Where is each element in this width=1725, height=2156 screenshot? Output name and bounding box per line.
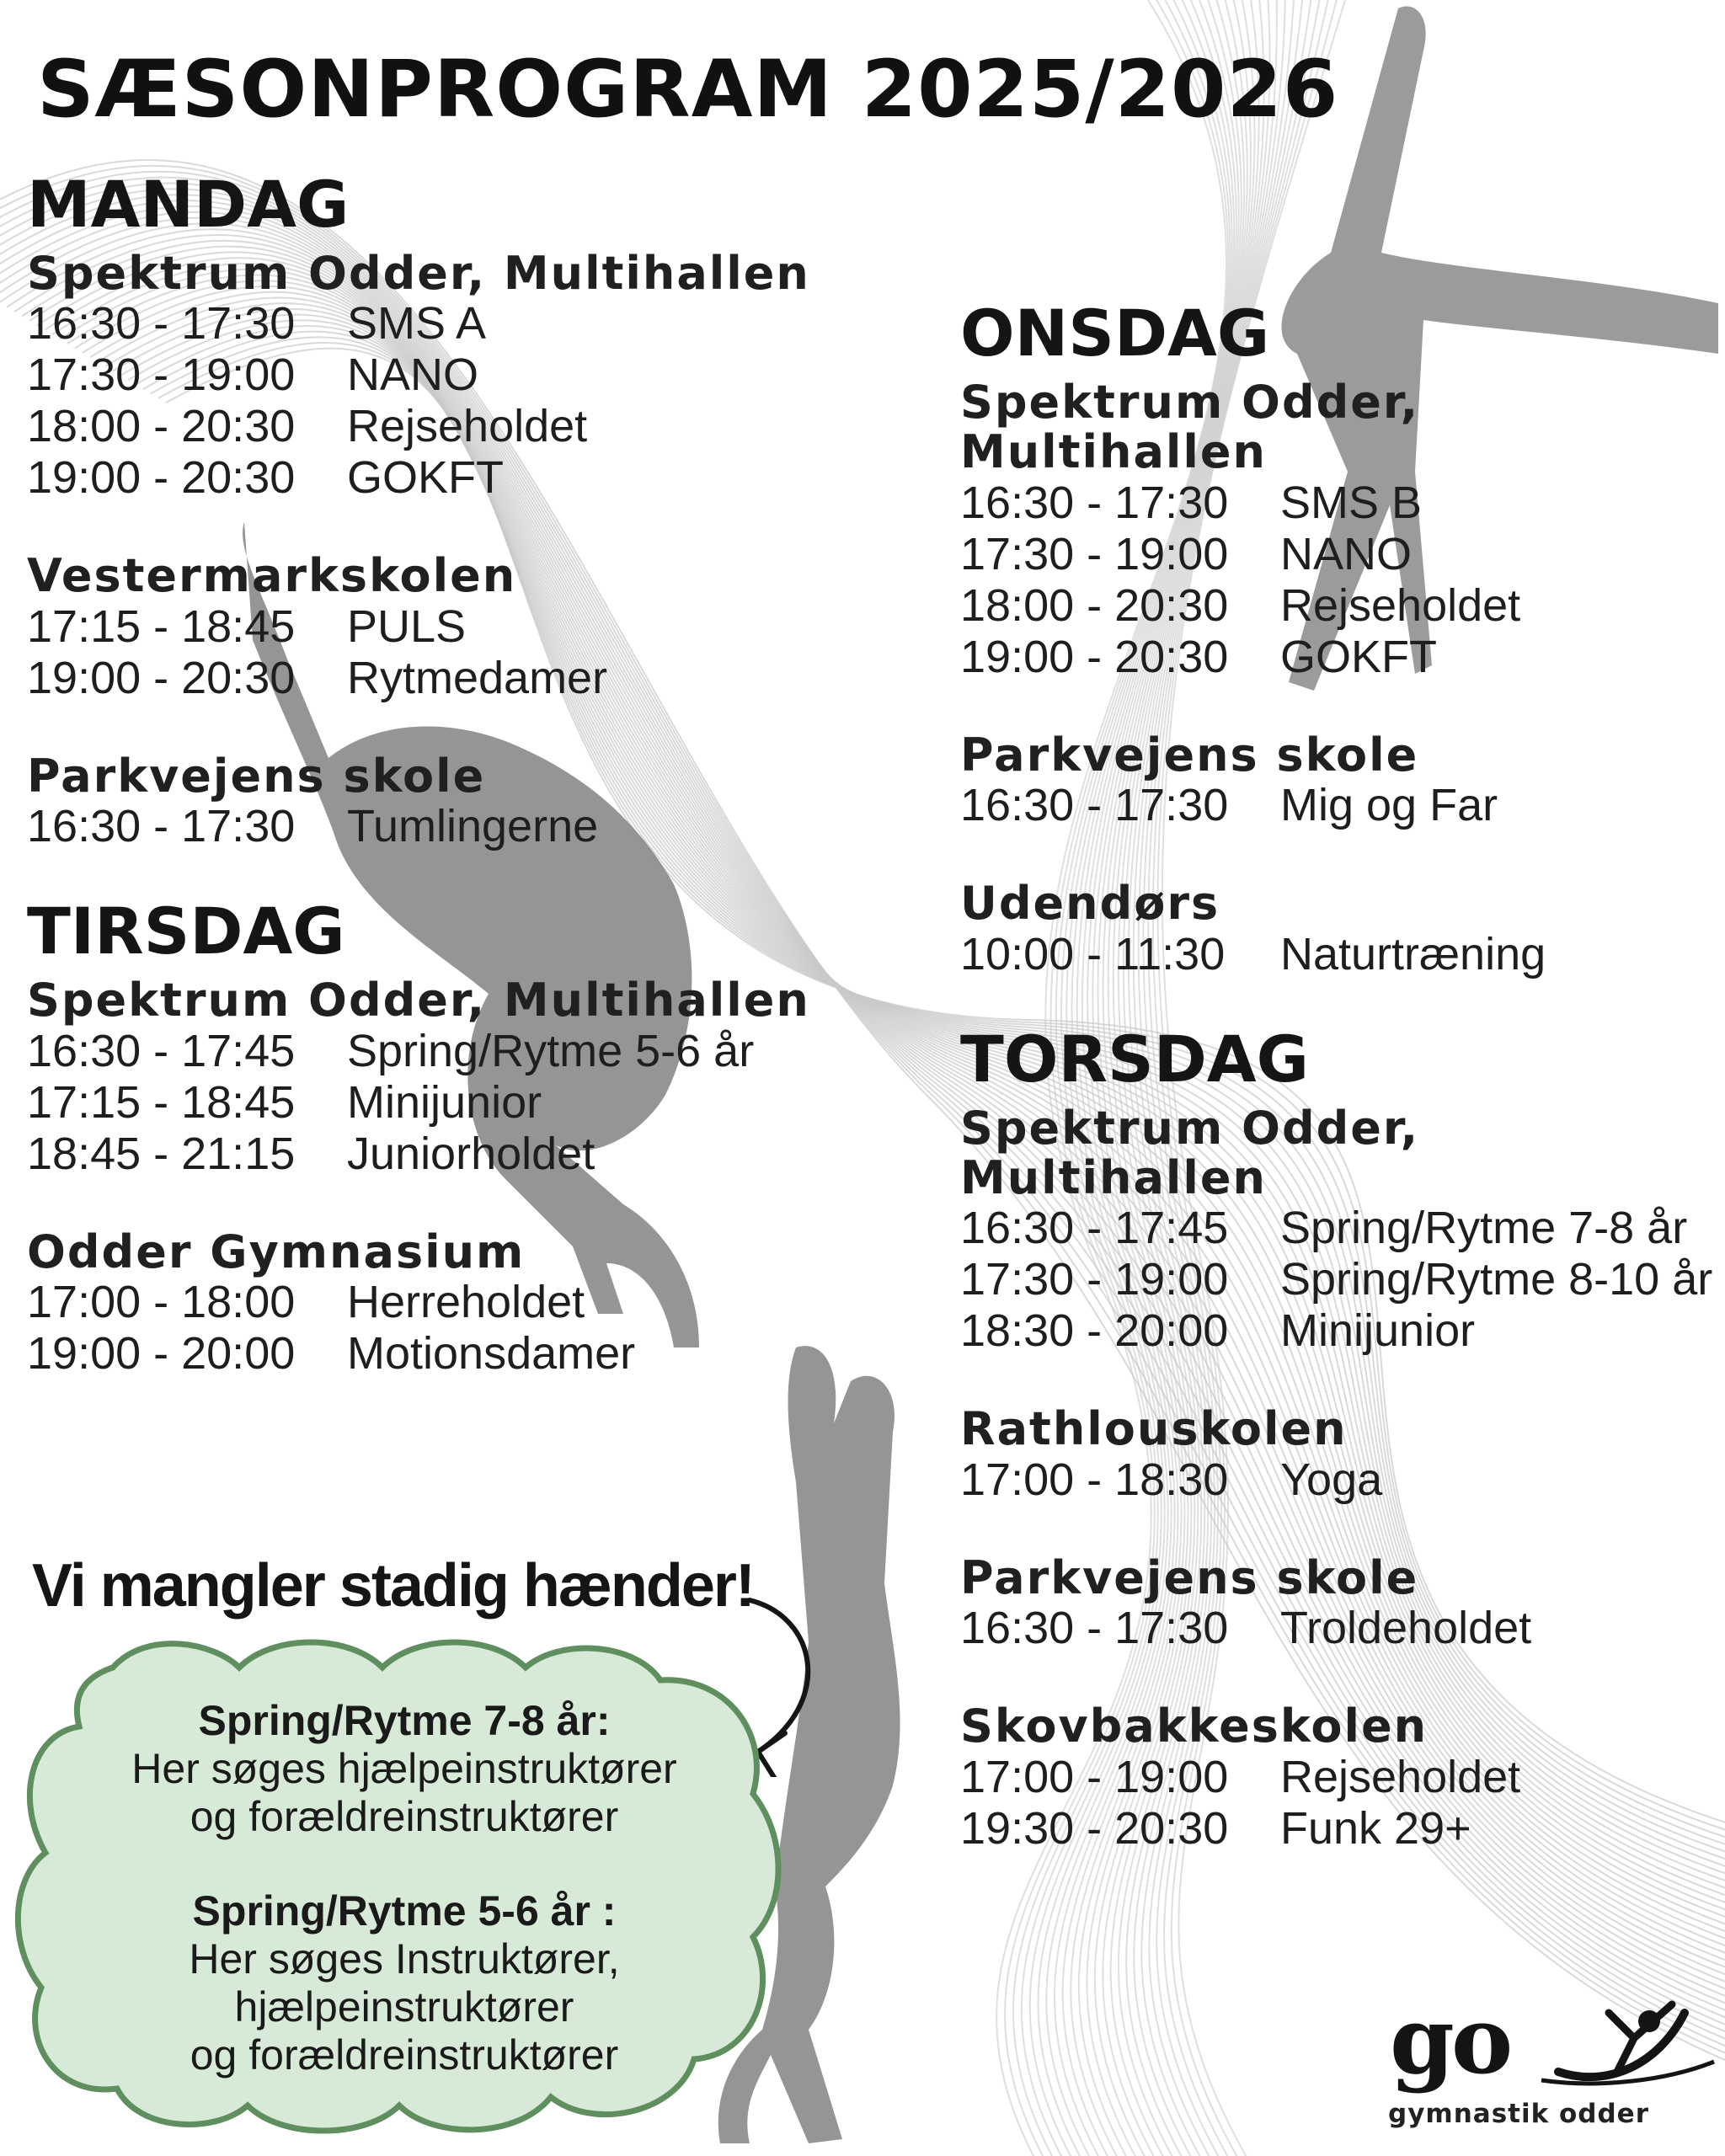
venue-name: Parkvejens skole <box>960 728 1419 782</box>
session-team: Rejseholdet <box>1280 1751 1521 1802</box>
venue-name: Parkvejens skole <box>960 1550 1419 1604</box>
session-row <box>27 1129 836 1180</box>
session-row <box>960 632 1718 683</box>
session-row <box>960 1305 1718 1357</box>
venue-block <box>27 975 836 1179</box>
session-team: Rytmedamer <box>347 652 608 703</box>
session-team: Mig og Far <box>1280 780 1498 831</box>
session-time: 17:30 - 19:00 <box>27 350 296 401</box>
venue-name: Spektrum Odder, Multihallen <box>960 376 1420 479</box>
session-team: SMS A <box>347 298 487 350</box>
left-column <box>27 167 836 1427</box>
logo-mark: go <box>1390 1986 1510 2095</box>
session-team: Troldeholdet <box>1280 1603 1532 1654</box>
session-time: 17:00 - 18:30 <box>960 1454 1229 1505</box>
venue-name: Spektrum Odder, Multihallen <box>27 974 810 1027</box>
session-time: 16:30 - 17:30 <box>960 477 1229 528</box>
session-team: Yoga <box>1280 1454 1383 1505</box>
venue-name: Spektrum Odder, Multihallen <box>960 1101 1420 1204</box>
session-time: 16:30 - 17:30 <box>960 780 1229 831</box>
session-row <box>960 1803 1718 1854</box>
venue-block <box>960 878 1718 979</box>
venue-block <box>960 730 1718 831</box>
need-line: og forældreinstruktører <box>190 1793 619 1840</box>
session-time: 17:30 - 19:00 <box>960 528 1229 579</box>
session-time: 19:00 - 20:30 <box>27 452 296 504</box>
session-time: 16:30 - 17:30 <box>27 298 296 350</box>
callout-heading: Vi mangler stadig hænder! <box>32 1552 754 1620</box>
session-team: Tumlingerne <box>347 801 599 852</box>
session-team: Minijunior <box>347 1076 542 1128</box>
session-time: 17:30 - 19:00 <box>960 1254 1229 1305</box>
venue-block <box>27 551 836 703</box>
need-item <box>51 1697 758 1841</box>
need-item <box>51 1887 758 2079</box>
session-row <box>960 1203 1718 1254</box>
session-time: 18:45 - 21:15 <box>27 1128 296 1179</box>
session-row <box>960 1454 1718 1506</box>
need-title: Spring/Rytme 7-8 år: <box>198 1697 611 1744</box>
session-row <box>27 452 836 504</box>
callout-body <box>51 1697 758 2126</box>
session-row <box>960 1752 1718 1803</box>
session-row <box>27 653 836 704</box>
venue-block <box>960 377 1718 683</box>
session-time: 10:00 - 11:30 <box>960 928 1226 979</box>
session-row <box>960 478 1718 529</box>
session-time: 19:30 - 20:30 <box>960 1802 1229 1854</box>
day-thursday <box>960 1021 1718 1854</box>
day-heading: MANDAG <box>27 167 350 242</box>
venue-block <box>960 1701 1718 1854</box>
session-row <box>27 801 836 852</box>
venue-name: Parkvejens skole <box>27 749 486 803</box>
need-line: Her søges hjælpeinstruktører <box>131 1745 677 1792</box>
session-team: Spring/Rytme 7-8 år <box>1280 1203 1688 1254</box>
session-team: PULS <box>347 600 467 652</box>
venue-block <box>27 751 836 852</box>
session-time: 18:30 - 20:00 <box>960 1305 1229 1357</box>
club-logo <box>1381 1962 1718 2148</box>
session-team: Herreholdet <box>347 1276 585 1327</box>
session-time: 17:00 - 19:00 <box>960 1751 1229 1802</box>
venue-name: Skovbakkeskolen <box>960 1700 1429 1753</box>
need-line: og forældreinstruktører <box>190 2031 619 2079</box>
venue-name: Odder Gymnasium <box>27 1225 526 1278</box>
session-row <box>27 350 836 401</box>
session-time: 18:00 - 20:30 <box>960 579 1229 631</box>
session-row <box>960 1603 1718 1654</box>
day-heading: TORSDAG <box>960 1021 1309 1097</box>
need-title: Spring/Rytme 5-6 år : <box>192 1887 617 1935</box>
session-time: 18:00 - 20:30 <box>27 401 296 452</box>
session-time: 17:15 - 18:45 <box>27 1076 296 1128</box>
day-heading: ONSDAG <box>960 296 1270 371</box>
need-line: hjælpeinstruktører <box>234 1983 574 2031</box>
venue-name: Vestermarkskolen <box>27 549 517 603</box>
day-tuesday <box>27 894 836 1380</box>
venue-block <box>27 1227 836 1380</box>
session-time: 16:30 - 17:45 <box>960 1203 1229 1254</box>
session-row <box>27 401 836 452</box>
session-team: Spring/Rytme 5-6 år <box>347 1025 755 1076</box>
session-team: NANO <box>1280 528 1413 579</box>
page-title: SÆSONPROGRAM 2025/2026 <box>37 44 1339 136</box>
session-time: 16:30 - 17:45 <box>27 1025 296 1076</box>
session-team: Spring/Rytme 8-10 år <box>1280 1254 1713 1305</box>
day-wednesday <box>960 296 1718 980</box>
session-row <box>27 1077 836 1129</box>
right-column <box>960 296 1718 1902</box>
session-row <box>960 529 1718 580</box>
session-team: Rejseholdet <box>347 401 588 452</box>
day-heading: TIRSDAG <box>27 894 345 969</box>
session-time: 17:00 - 18:00 <box>27 1276 296 1327</box>
session-time: 16:30 - 17:30 <box>960 1603 1229 1654</box>
session-team: NANO <box>347 350 479 401</box>
session-row <box>27 1277 836 1328</box>
logo-text: gymnastik odder <box>1388 2099 1649 2129</box>
session-row <box>27 1026 836 1077</box>
session-time: 19:00 - 20:30 <box>960 631 1229 682</box>
session-time: 16:30 - 17:30 <box>27 801 296 852</box>
session-time: 17:15 - 18:45 <box>27 600 296 652</box>
session-team: GOKFT <box>1280 631 1437 682</box>
venue-block <box>960 1550 1718 1654</box>
session-team: Rejseholdet <box>1280 579 1521 631</box>
venue-block <box>27 248 836 504</box>
session-team: SMS B <box>1280 477 1423 528</box>
venue-name: Udendørs <box>960 877 1220 931</box>
day-monday <box>27 167 836 852</box>
session-team: Minijunior <box>1280 1305 1476 1357</box>
venue-block <box>960 1103 1718 1358</box>
session-team: GOKFT <box>347 452 504 504</box>
session-row <box>960 580 1718 632</box>
session-time: 19:00 - 20:00 <box>27 1327 296 1379</box>
need-line: Her søges Instruktører, <box>189 1935 620 1983</box>
venue-block <box>960 1404 1718 1505</box>
session-row <box>27 298 836 350</box>
session-row <box>960 1254 1718 1305</box>
session-time: 19:00 - 20:30 <box>27 652 296 703</box>
venue-name: Spektrum Odder, Multihallen <box>27 247 810 300</box>
session-team: Juniorholdet <box>347 1128 595 1179</box>
venue-name: Rathlouskolen <box>960 1402 1348 1456</box>
session-row <box>960 929 1718 980</box>
session-row <box>27 1328 836 1380</box>
session-row <box>27 601 836 653</box>
session-team: Funk 29+ <box>1280 1802 1471 1854</box>
session-team: Naturtræning <box>1280 928 1546 979</box>
session-team: Motionsdamer <box>347 1327 636 1379</box>
session-row <box>960 780 1718 831</box>
